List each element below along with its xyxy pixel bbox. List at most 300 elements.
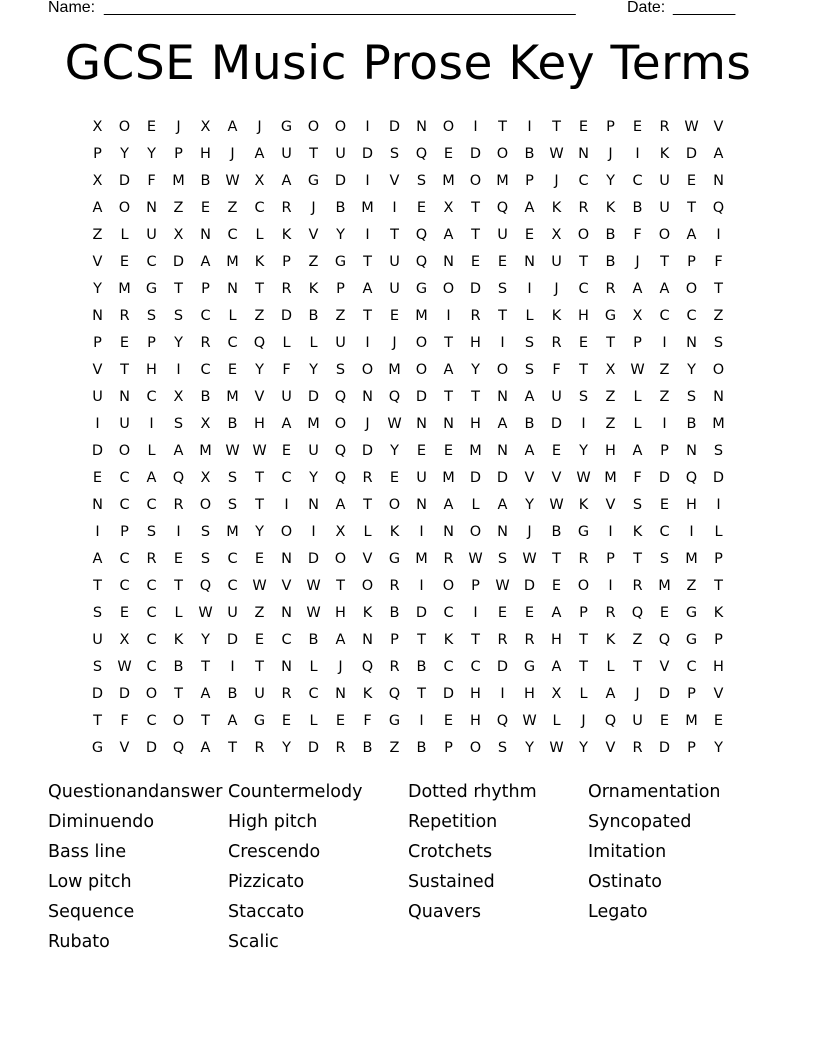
grid-letter: Z <box>254 605 265 621</box>
grid-letter: P <box>714 632 723 648</box>
grid-letter: H <box>254 416 265 432</box>
grid-letter: Y <box>525 740 534 756</box>
grid-letter: D <box>172 254 185 270</box>
date-blank-line: _______ <box>673 0 736 16</box>
grid-letter: L <box>525 308 534 324</box>
word-bank-item: Countermelody <box>228 782 363 802</box>
grid-letter: W <box>252 578 267 594</box>
grid-letter: H <box>551 632 562 648</box>
word-bank-item: Quavers <box>408 902 482 922</box>
grid-letter: O <box>307 119 320 135</box>
grid-letter: C <box>200 308 211 324</box>
grid-letter: N <box>416 497 427 513</box>
grid-letter: P <box>579 605 588 621</box>
grid-letter: R <box>119 308 130 324</box>
grid-letter: M <box>415 308 428 324</box>
grid-letter: A <box>281 416 292 432</box>
grid-letter: P <box>174 146 183 162</box>
grid-letter: E <box>119 254 130 270</box>
grid-letter: H <box>470 335 481 351</box>
grid-letter: H <box>686 497 697 513</box>
grid-letter: J <box>635 254 640 270</box>
grid-letter: X <box>119 632 130 648</box>
grid-letter: U <box>146 227 157 243</box>
grid-letter: C <box>254 200 265 216</box>
grid-letter: D <box>442 686 455 702</box>
grid-letter: T <box>633 659 642 675</box>
grid-letter: G <box>334 254 347 270</box>
grid-letter: P <box>471 578 480 594</box>
grid-letter: Y <box>255 362 264 378</box>
grid-letter: E <box>578 119 589 135</box>
grid-letter: Z <box>389 740 400 756</box>
word-bank-item: Bass line <box>48 842 127 862</box>
grid-letter: K <box>605 632 616 648</box>
grid-letter: W <box>576 470 591 486</box>
grid-letter: E <box>659 713 670 729</box>
grid-letter: A <box>632 281 643 297</box>
grid-letter: T <box>471 632 480 648</box>
grid-letter: N <box>119 389 130 405</box>
grid-letter: K <box>578 497 589 513</box>
grid-letter: E <box>146 119 157 135</box>
grid-letter: C <box>119 470 130 486</box>
grid-letter: K <box>362 686 373 702</box>
grid-letter: B <box>632 200 643 216</box>
grid-letter: I <box>689 524 694 540</box>
grid-letter: I <box>608 578 613 594</box>
grid-letter: I <box>527 281 532 297</box>
grid-letter: B <box>362 740 373 756</box>
grid-letter: A <box>200 254 211 270</box>
grid-letter: R <box>389 578 400 594</box>
grid-letter: R <box>605 605 616 621</box>
grid-letter: N <box>281 551 292 567</box>
grid-letter: C <box>119 497 130 513</box>
grid-letter: D <box>307 740 320 756</box>
grid-letter: E <box>524 605 535 621</box>
grid-letter: S <box>227 470 238 486</box>
grid-letter: D <box>361 146 374 162</box>
grid-letter: O <box>469 173 482 189</box>
grid-letter: I <box>365 119 370 135</box>
grid-letter: T <box>255 470 264 486</box>
grid-letter: A <box>92 200 103 216</box>
word-bank-item: High pitch <box>228 812 318 832</box>
grid-letter: A <box>524 443 535 459</box>
grid-letter: I <box>500 686 505 702</box>
grid-letter: E <box>578 335 589 351</box>
grid-letter: O <box>415 335 428 351</box>
grid-letter: P <box>93 335 102 351</box>
grid-letter: P <box>606 119 615 135</box>
grid-letter: F <box>633 470 642 486</box>
grid-letter: Q <box>334 389 347 405</box>
grid-letter: U <box>254 686 265 702</box>
grid-letter: Z <box>605 389 616 405</box>
word-bank <box>48 780 788 960</box>
grid-letter: N <box>713 173 724 189</box>
grid-letter: O <box>118 200 131 216</box>
grid-letter: G <box>685 605 698 621</box>
grid-letter: A <box>659 281 670 297</box>
word-search-grid <box>84 114 732 762</box>
grid-letter: I <box>95 524 100 540</box>
grid-letter: W <box>522 713 537 729</box>
grid-letter: D <box>523 578 536 594</box>
grid-letter: I <box>419 524 424 540</box>
grid-letter: D <box>469 146 482 162</box>
grid-letter: P <box>660 443 669 459</box>
grid-letter: O <box>496 146 509 162</box>
grid-letter: T <box>363 308 372 324</box>
grid-letter: A <box>173 443 184 459</box>
grid-letter: E <box>389 308 400 324</box>
grid-letter: S <box>713 443 724 459</box>
grid-letter: O <box>118 119 131 135</box>
word-bank-item: Scalic <box>228 932 279 952</box>
grid-letter: T <box>579 632 588 648</box>
grid-letter: T <box>174 281 183 297</box>
grid-letter: P <box>336 281 345 297</box>
grid-letter: R <box>281 200 292 216</box>
grid-letter: O <box>442 578 455 594</box>
grid-letter: G <box>604 308 617 324</box>
grid-letter: O <box>199 497 212 513</box>
grid-letter: C <box>227 335 238 351</box>
grid-letter: L <box>309 335 318 351</box>
grid-letter: O <box>334 119 347 135</box>
grid-letter: T <box>255 497 264 513</box>
grid-letter: S <box>146 308 157 324</box>
grid-letter: C <box>686 659 697 675</box>
grid-letter: O <box>280 524 293 540</box>
grid-letter: J <box>392 335 397 351</box>
grid-letter: X <box>605 362 616 378</box>
grid-letter: T <box>579 254 588 270</box>
grid-letter: Q <box>631 605 644 621</box>
grid-letter: B <box>605 227 616 243</box>
grid-letter: O <box>496 362 509 378</box>
grid-letter: P <box>687 686 696 702</box>
grid-letter: U <box>389 281 400 297</box>
grid-letter: S <box>524 335 535 351</box>
grid-letter: C <box>146 632 157 648</box>
grid-letter: T <box>255 659 264 675</box>
grid-letter: J <box>230 146 235 162</box>
grid-letter: B <box>605 254 616 270</box>
grid-letter: B <box>227 416 238 432</box>
grid-letter: D <box>658 470 671 486</box>
grid-letter: N <box>578 146 589 162</box>
grid-letter: N <box>524 254 535 270</box>
grid-letter: E <box>173 551 184 567</box>
word-bank-item: Ornamentation <box>588 782 721 802</box>
grid-letter: R <box>578 551 589 567</box>
grid-letter: E <box>416 443 427 459</box>
grid-letter: E <box>254 551 265 567</box>
grid-letter: S <box>578 389 589 405</box>
grid-letter: L <box>255 227 264 243</box>
grid-letter: L <box>552 713 561 729</box>
grid-letter: T <box>714 578 723 594</box>
grid-letter: O <box>334 551 347 567</box>
grid-letter: I <box>716 497 721 513</box>
grid-letter: P <box>606 551 615 567</box>
grid-letter: D <box>334 173 347 189</box>
grid-letter: Z <box>308 254 319 270</box>
grid-letter: S <box>335 362 346 378</box>
grid-letter: G <box>145 281 158 297</box>
grid-letter: A <box>443 497 454 513</box>
grid-letter: F <box>363 713 372 729</box>
grid-letter: I <box>419 713 424 729</box>
grid-letter: E <box>713 713 724 729</box>
grid-letter: U <box>281 389 292 405</box>
grid-letter: T <box>498 119 507 135</box>
grid-letter: T <box>471 227 480 243</box>
grid-letter: E <box>551 578 562 594</box>
grid-letter: K <box>632 524 643 540</box>
grid-letter: X <box>173 227 184 243</box>
grid-letter: A <box>227 119 238 135</box>
grid-letter: W <box>684 119 699 135</box>
grid-letter: N <box>443 254 454 270</box>
grid-letter: Q <box>388 389 401 405</box>
grid-letter: A <box>524 389 535 405</box>
grid-letter: X <box>254 173 265 189</box>
grid-letter: Y <box>606 173 615 189</box>
grid-letter: D <box>415 389 428 405</box>
grid-letter: E <box>200 200 211 216</box>
grid-letter: Z <box>605 416 616 432</box>
grid-letter: N <box>92 497 103 513</box>
grid-letter: O <box>658 227 671 243</box>
grid-letter: Y <box>255 524 264 540</box>
grid-letter: Y <box>471 362 480 378</box>
grid-letter: N <box>686 443 697 459</box>
grid-letter: W <box>225 173 240 189</box>
grid-letter: C <box>200 362 211 378</box>
grid-letter: G <box>415 281 428 297</box>
grid-letter: Y <box>336 227 345 243</box>
grid-letter: E <box>443 713 454 729</box>
grid-letter: H <box>470 713 481 729</box>
grid-letter: X <box>551 227 562 243</box>
grid-letter: G <box>253 713 266 729</box>
grid-letter: Y <box>201 632 210 648</box>
grid-letter: M <box>226 389 239 405</box>
grid-letter: I <box>311 524 316 540</box>
word-bank-item: Imitation <box>588 842 667 862</box>
grid-letter: B <box>308 308 319 324</box>
grid-letter: I <box>581 416 586 432</box>
grid-letter: H <box>713 659 724 675</box>
grid-letter: S <box>146 524 157 540</box>
grid-letter: C <box>659 524 670 540</box>
grid-letter: X <box>200 119 211 135</box>
grid-letter: V <box>119 740 130 756</box>
grid-letter: A <box>443 362 454 378</box>
grid-letter: D <box>118 686 131 702</box>
grid-letter: B <box>308 632 319 648</box>
grid-letter: B <box>200 173 211 189</box>
grid-letter: S <box>524 362 535 378</box>
grid-letter: V <box>524 470 535 486</box>
grid-letter: V <box>362 551 373 567</box>
grid-letter: T <box>579 659 588 675</box>
grid-letter: L <box>174 605 183 621</box>
grid-letter: O <box>361 578 374 594</box>
grid-letter: Q <box>388 686 401 702</box>
grid-letter: H <box>470 416 481 432</box>
grid-letter: C <box>227 578 238 594</box>
grid-letter: U <box>92 632 103 648</box>
grid-letter: T <box>633 551 642 567</box>
grid-letter: H <box>335 605 346 621</box>
grid-letter: C <box>281 632 292 648</box>
grid-letter: U <box>416 470 427 486</box>
word-bank-item: Diminuendo <box>48 812 155 832</box>
word-bank-item: Rubato <box>48 932 110 952</box>
grid-letter: B <box>173 659 184 675</box>
word-bank-item: Crotchets <box>408 842 493 862</box>
grid-letter: I <box>446 308 451 324</box>
grid-letter: T <box>201 659 210 675</box>
grid-letter: I <box>419 578 424 594</box>
grid-letter: U <box>281 146 292 162</box>
grid-letter: R <box>281 281 292 297</box>
grid-letter: N <box>200 227 211 243</box>
grid-letter: O <box>361 362 374 378</box>
grid-letter: I <box>365 227 370 243</box>
grid-letter: N <box>416 416 427 432</box>
grid-letter: I <box>500 335 505 351</box>
grid-letter: N <box>362 389 373 405</box>
grid-letter: T <box>471 389 480 405</box>
grid-letter: O <box>442 119 455 135</box>
grid-letter: J <box>527 524 532 540</box>
grid-letter: U <box>497 227 508 243</box>
grid-letter: V <box>713 686 724 702</box>
grid-letter: L <box>471 497 480 513</box>
grid-letter: D <box>469 281 482 297</box>
grid-letter: C <box>146 497 157 513</box>
grid-letter: E <box>659 605 670 621</box>
grid-letter: W <box>549 497 564 513</box>
grid-letter: D <box>469 470 482 486</box>
grid-letter: M <box>172 173 185 189</box>
grid-letter: G <box>685 632 698 648</box>
grid-letter: R <box>335 740 346 756</box>
grid-letter: D <box>388 119 401 135</box>
word-bank-item: Sustained <box>408 872 495 892</box>
grid-letter: A <box>551 605 562 621</box>
grid-letter: T <box>687 200 696 216</box>
word-bank-item: Syncopated <box>588 812 692 832</box>
word-bank-item: Sequence <box>48 902 135 922</box>
grid-letter: S <box>416 173 427 189</box>
grid-letter: T <box>417 632 426 648</box>
grid-letter: J <box>581 713 586 729</box>
grid-letter: Z <box>254 308 265 324</box>
grid-letter: I <box>149 416 154 432</box>
grid-letter: E <box>281 443 292 459</box>
grid-letter: G <box>523 659 536 675</box>
grid-letter: B <box>389 605 400 621</box>
grid-letter: C <box>470 659 481 675</box>
grid-letter: T <box>93 713 102 729</box>
grid-letter: F <box>552 362 561 378</box>
grid-letter: R <box>470 308 481 324</box>
grid-letter: V <box>551 470 562 486</box>
grid-letter: K <box>551 200 562 216</box>
grid-letter: B <box>524 146 535 162</box>
grid-letter: R <box>659 119 670 135</box>
grid-letter: T <box>552 119 561 135</box>
grid-letter: Z <box>659 389 670 405</box>
grid-letter: W <box>198 605 213 621</box>
grid-letter: N <box>281 659 292 675</box>
grid-letter: R <box>524 632 535 648</box>
grid-letter: O <box>577 227 590 243</box>
grid-letter: P <box>687 740 696 756</box>
grid-letter: H <box>200 146 211 162</box>
grid-letter: A <box>497 416 508 432</box>
grid-letter: Q <box>685 470 698 486</box>
grid-letter: U <box>227 605 238 621</box>
grid-letter: E <box>551 443 562 459</box>
grid-letter: P <box>120 524 129 540</box>
grid-letter: M <box>496 173 509 189</box>
grid-letter: L <box>120 227 129 243</box>
grid-letter: B <box>227 686 238 702</box>
grid-letter: M <box>415 551 428 567</box>
grid-letter: S <box>200 551 211 567</box>
grid-letter: B <box>551 524 562 540</box>
grid-letter: J <box>608 146 613 162</box>
name-label: Name: <box>48 0 96 16</box>
grid-letter: C <box>227 551 238 567</box>
grid-letter: H <box>524 686 535 702</box>
word-bank-item: Dotted rhythm <box>408 782 537 802</box>
grid-letter: D <box>91 443 104 459</box>
word-bank-item: Pizzicato <box>228 872 305 892</box>
grid-letter: D <box>496 659 509 675</box>
grid-letter: M <box>226 524 239 540</box>
grid-letter: S <box>227 497 238 513</box>
grid-letter: I <box>662 335 667 351</box>
grid-letter: W <box>306 578 321 594</box>
grid-letter: F <box>714 254 723 270</box>
grid-letter: V <box>92 362 103 378</box>
grid-letter: C <box>227 227 238 243</box>
grid-letter: Y <box>93 281 102 297</box>
grid-letter: K <box>443 632 454 648</box>
grid-letter: D <box>550 416 563 432</box>
grid-letter: U <box>119 416 130 432</box>
grid-letter: L <box>282 335 291 351</box>
grid-letter: B <box>686 416 697 432</box>
word-bank-item: Repetition <box>408 812 498 832</box>
grid-letter: X <box>200 470 211 486</box>
grid-letter: R <box>281 686 292 702</box>
grid-letter: A <box>146 470 157 486</box>
grid-letter: Y <box>309 470 318 486</box>
grid-letter: J <box>311 200 316 216</box>
grid-letter: D <box>280 308 293 324</box>
grid-letter: S <box>200 524 211 540</box>
